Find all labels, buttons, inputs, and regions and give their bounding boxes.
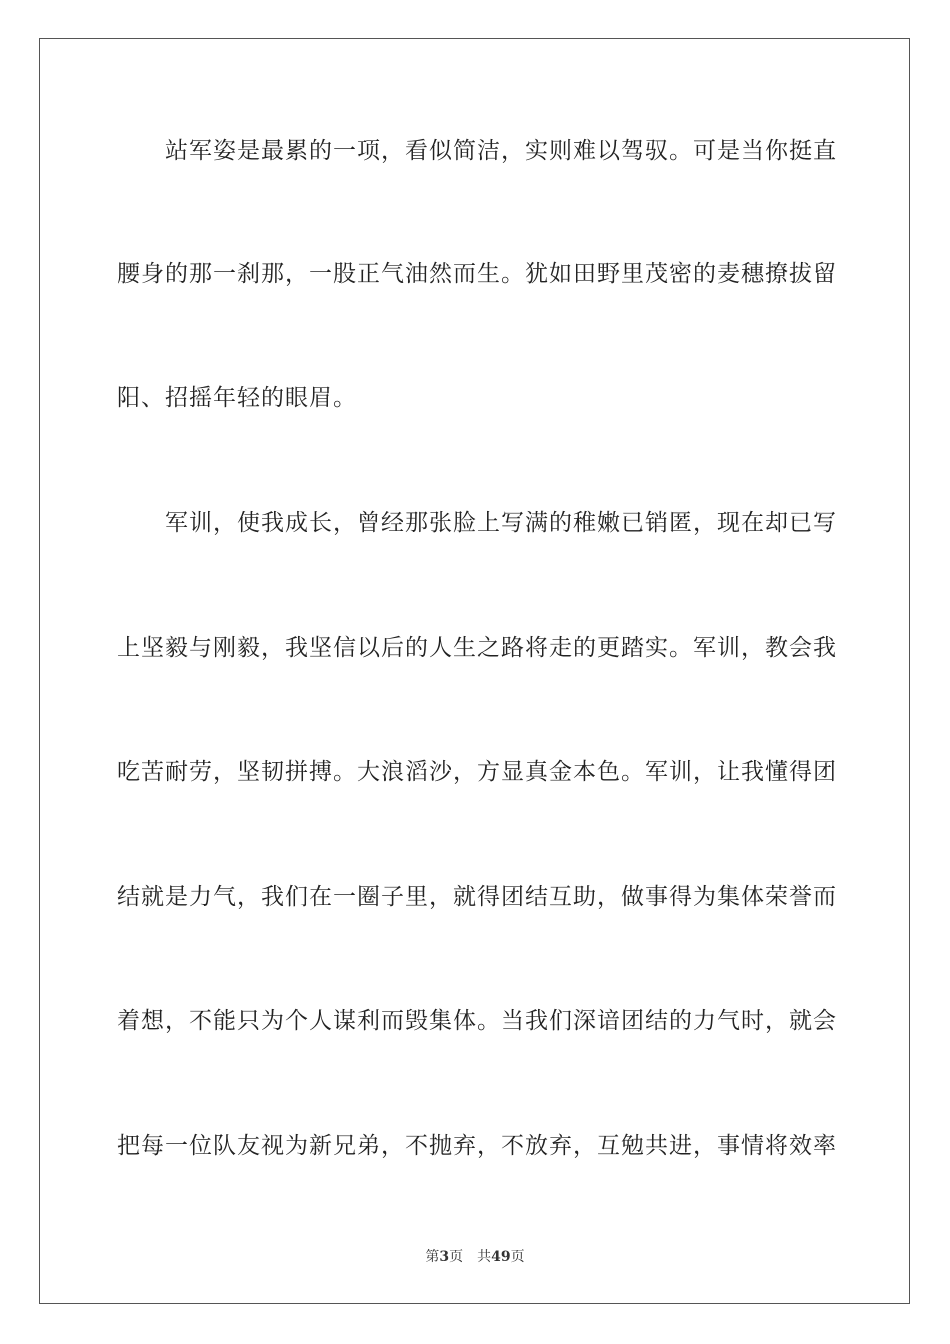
- paragraph-1-line-3: 阳、招摇年轻的眼眉。: [117, 385, 357, 411]
- paragraph-1-line-2: 腰身的那一刹那，一股正气油然而生。犹如田野里茂密的麦穗撩拔留: [117, 261, 837, 287]
- paragraph-2-line-4: 结就是力气，我们在一圈子里，就得团结互助，做事得为集体荣誉而: [117, 884, 837, 910]
- paragraph-2-line-5: 着想，不能只为个人谋利而毁集体。当我们深谙团结的力气时，就会: [117, 1008, 837, 1034]
- total-suffix: 页: [510, 1249, 525, 1265]
- page-number: 3: [439, 1249, 450, 1265]
- page-suffix: 页: [449, 1249, 464, 1265]
- total-pages: 49: [491, 1249, 511, 1265]
- total-prefix: 共: [477, 1249, 492, 1265]
- paragraph-2-line-1: 军训，使我成长，曾经那张脸上写满的稚嫩已销匿，现在却已写: [165, 510, 837, 536]
- paragraph-1-line-1: 站军姿是最累的一项，看似简洁，实则难以驾驭。可是当你挺直: [165, 138, 837, 164]
- paragraph-2-line-2: 上坚毅与刚毅，我坚信以后的人生之路将走的更踏实。军训，教会我: [117, 635, 837, 661]
- paragraph-2-line-3: 吃苦耐劳，坚韧拼搏。大浪滔沙，方显真金本色。军训，让我懂得团: [117, 759, 837, 785]
- page-border: [39, 38, 910, 1304]
- paragraph-2-line-6: 把每一位队友视为新兄弟，不抛弃，不放弃，互勉共进，事情将效率: [117, 1133, 837, 1159]
- page-footer: [0, 1248, 950, 1266]
- page-prefix: 第: [425, 1249, 440, 1265]
